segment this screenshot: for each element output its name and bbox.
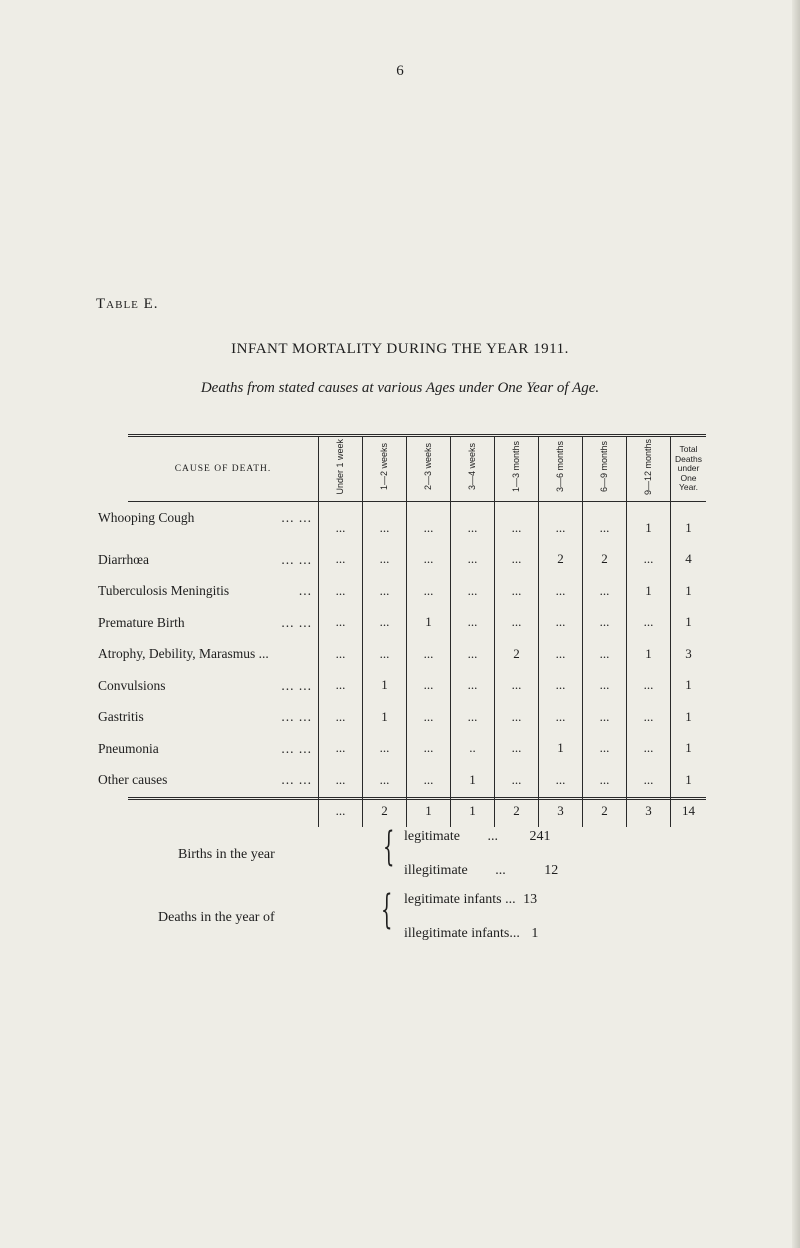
cause-header: CAUSE OF DEATH. — [128, 437, 319, 502]
age-value-cell: ... — [539, 670, 583, 702]
cause-label: Atrophy, Debility, Marasmus ... — [98, 646, 269, 661]
age-header-label: 9—12 months — [643, 438, 653, 496]
age-value-cell: ... — [319, 575, 363, 607]
cause-leader-dots: ... ... — [281, 709, 312, 724]
births-illegitimate-value: 12 — [544, 863, 559, 878]
totals-blank-cell — [128, 796, 319, 828]
row-total-cell: 1 — [671, 607, 707, 639]
age-value-cell: ... — [319, 701, 363, 733]
table-row — [128, 575, 706, 607]
age-value-cell: 1 — [363, 701, 407, 733]
births-brace: { — [382, 824, 395, 870]
page-edge — [792, 0, 800, 1248]
age-value-cell: ... — [583, 638, 627, 670]
row-total-cell: 1 — [671, 502, 707, 544]
cause-cell — [98, 701, 319, 733]
age-value-cell: ... — [627, 701, 671, 733]
totals-row — [128, 796, 706, 828]
grand-total-cell: 14 — [671, 796, 707, 828]
age-value-cell: ... — [495, 502, 539, 544]
deaths-illegitimate-value: 1 — [531, 926, 539, 941]
page-number: 6 — [396, 63, 404, 79]
table-row — [128, 670, 706, 702]
age-value-cell: ... — [319, 638, 363, 670]
cause-cell — [98, 575, 319, 607]
deaths-label: Deaths in the year of — [158, 910, 275, 925]
age-value-cell: ... — [407, 701, 451, 733]
age-value-cell: ... — [583, 733, 627, 765]
cause-leader-dots: ... — [298, 583, 312, 598]
age-value-cell: 2 — [583, 544, 627, 576]
age-value-cell: ... — [495, 733, 539, 765]
age-value-cell: ... — [451, 607, 495, 639]
births-legitimate-label: legitimate — [404, 829, 460, 844]
age-value-cell: ... — [363, 733, 407, 765]
births-illegitimate — [404, 863, 558, 879]
age-value-cell: 2 — [495, 638, 539, 670]
age-value-cell: ... — [627, 544, 671, 576]
column-total-cell: 2 — [583, 796, 627, 828]
total-header-line: Deaths — [675, 453, 702, 464]
deaths-illegitimate-label: illegitimate infants... — [404, 926, 520, 941]
column-total-cell: 3 — [539, 796, 583, 828]
row-total-cell: 4 — [671, 544, 707, 576]
cause-cell — [98, 607, 319, 639]
births-legitimate-value: 241 — [529, 829, 551, 844]
births-illegitimate-dots: ... — [495, 863, 506, 878]
age-value-cell: ... — [319, 764, 363, 796]
table-row — [128, 638, 706, 670]
row-total-cell: 1 — [671, 764, 707, 796]
row-total-cell: 1 — [671, 670, 707, 702]
deaths-illegitimate — [404, 926, 538, 942]
age-header — [319, 437, 363, 502]
cause-leader-dots: ... ... — [281, 677, 312, 693]
table-label: Table E. — [96, 296, 159, 312]
age-value-cell: 1 — [539, 733, 583, 765]
age-value-cell: ... — [495, 544, 539, 576]
age-value-cell: ... — [451, 670, 495, 702]
age-value-cell: ... — [407, 670, 451, 702]
age-value-cell: ... — [319, 607, 363, 639]
age-header-label: 3—4 weeks — [467, 443, 477, 491]
age-value-cell: .. — [451, 733, 495, 765]
age-header-label: 2—3 weeks — [423, 443, 433, 491]
age-header — [495, 437, 539, 502]
age-value-cell: ... — [363, 638, 407, 670]
age-value-cell: ... — [407, 575, 451, 607]
age-value-cell: ... — [407, 638, 451, 670]
age-value-cell: ... — [495, 764, 539, 796]
cause-label: Other causes — [98, 772, 168, 787]
cause-label: Convulsions — [98, 677, 166, 693]
cause-leader-dots: ... ... — [281, 551, 312, 567]
age-value-cell: ... — [627, 764, 671, 796]
table-row — [128, 544, 706, 576]
column-total-cell: 1 — [407, 796, 451, 828]
age-value-cell: 1 — [363, 670, 407, 702]
age-header-label: 3—6 months — [555, 441, 565, 493]
cause-cell — [98, 733, 319, 765]
age-value-cell: ... — [407, 733, 451, 765]
age-value-cell: ... — [627, 607, 671, 639]
total-header — [671, 437, 707, 502]
age-value-cell: ... — [451, 544, 495, 576]
cause-label: Premature Birth — [98, 614, 185, 630]
cause-label: Pneumonia — [98, 740, 159, 756]
table-body — [98, 502, 706, 828]
births-legitimate — [404, 829, 550, 845]
age-header-label: Under 1 week — [335, 439, 345, 495]
age-header — [407, 437, 451, 502]
cause-label: Diarrhœa — [98, 551, 149, 567]
row-total-cell: 1 — [671, 701, 707, 733]
deaths-brace: { — [380, 887, 393, 933]
table-row — [128, 502, 706, 544]
age-header-label: 1—3 months — [511, 441, 521, 493]
age-header-label: 1—2 weeks — [379, 443, 389, 491]
age-value-cell: ... — [451, 502, 495, 544]
births-illegitimate-label: illegitimate — [404, 863, 468, 878]
deaths-legitimate-label: legitimate infants ... — [404, 892, 516, 907]
total-header-line: Total — [679, 444, 698, 455]
age-value-cell: ... — [495, 670, 539, 702]
table-row — [128, 701, 706, 733]
cause-cell — [98, 670, 319, 702]
age-value-cell: ... — [451, 638, 495, 670]
age-value-cell: ... — [539, 701, 583, 733]
age-header — [539, 437, 583, 502]
age-value-cell: ... — [539, 638, 583, 670]
age-value-cell: ... — [407, 764, 451, 796]
age-value-cell: ... — [407, 502, 451, 544]
column-total-cell: 2 — [495, 796, 539, 828]
cause-cell — [98, 502, 319, 544]
age-value-cell: ... — [583, 670, 627, 702]
total-header-line: Year. — [678, 482, 699, 493]
age-value-cell: ... — [319, 670, 363, 702]
column-total-cell: ... — [319, 796, 363, 828]
age-value-cell: ... — [407, 544, 451, 576]
age-value-cell: 1 — [627, 638, 671, 670]
page-subtitle: Deaths from stated causes at various Ages under One Year of Age. — [200, 380, 600, 396]
mortality-table-frame — [98, 434, 706, 819]
age-value-cell: 1 — [407, 607, 451, 639]
births-legitimate-dots: ... — [487, 829, 498, 844]
table-row — [128, 764, 706, 796]
age-value-cell: ... — [627, 670, 671, 702]
age-value-cell: ... — [583, 575, 627, 607]
deaths-legitimate — [404, 892, 537, 908]
column-total-cell: 3 — [627, 796, 671, 828]
cause-cell — [98, 544, 319, 576]
age-value-cell: ... — [539, 607, 583, 639]
table-row — [128, 607, 706, 639]
row-total-cell: 1 — [671, 733, 707, 765]
age-value-cell: ... — [363, 607, 407, 639]
age-value-cell: ... — [319, 733, 363, 765]
age-value-cell: ... — [319, 544, 363, 576]
cause-leader-dots: ... ... — [281, 740, 312, 756]
age-value-cell: 2 — [539, 544, 583, 576]
age-value-cell: ... — [539, 502, 583, 544]
age-value-cell: ... — [627, 733, 671, 765]
age-value-cell: ... — [363, 575, 407, 607]
cause-leader-dots: ... ... — [281, 510, 312, 525]
age-value-cell: ... — [539, 764, 583, 796]
age-value-cell: 1 — [627, 502, 671, 544]
cause-cell — [98, 638, 319, 670]
age-header — [451, 437, 495, 502]
births-label: Births in the year — [178, 847, 275, 862]
row-total-cell: 3 — [671, 638, 707, 670]
age-value-cell: ... — [583, 607, 627, 639]
age-value-cell: ... — [495, 575, 539, 607]
age-value-cell: ... — [451, 701, 495, 733]
cause-leader-dots: ... ... — [281, 772, 312, 787]
table-header-row — [128, 437, 706, 502]
total-header-line: under — [677, 463, 700, 474]
cause-label: Gastritis — [98, 709, 144, 724]
page-title: INFANT MORTALITY DURING THE YEAR 1911. — [231, 341, 569, 357]
column-total-cell: 2 — [363, 796, 407, 828]
cause-label: Tuberculosis Meningitis — [98, 583, 230, 598]
age-value-cell: ... — [319, 502, 363, 544]
deaths-legitimate-value: 13 — [523, 892, 538, 907]
age-header-label: 6—9 months — [599, 441, 609, 493]
age-value-cell: ... — [539, 575, 583, 607]
mortality-table — [98, 437, 706, 827]
cause-leader-dots: ... ... — [281, 614, 312, 630]
age-value-cell: ... — [363, 764, 407, 796]
total-header-line: One — [680, 472, 697, 483]
age-value-cell: 1 — [627, 575, 671, 607]
age-value-cell: ... — [583, 502, 627, 544]
column-total-cell: 1 — [451, 796, 495, 828]
age-header — [363, 437, 407, 502]
age-value-cell: 1 — [451, 764, 495, 796]
row-total-cell: 1 — [671, 575, 707, 607]
age-value-cell: ... — [363, 544, 407, 576]
table-row — [128, 733, 706, 765]
cause-label: Whooping Cough — [98, 510, 195, 525]
age-value-cell: ... — [583, 701, 627, 733]
age-value-cell: ... — [451, 575, 495, 607]
age-value-cell: ... — [495, 701, 539, 733]
cause-cell — [98, 764, 319, 796]
age-value-cell: ... — [583, 764, 627, 796]
age-value-cell: ... — [363, 502, 407, 544]
age-header — [583, 437, 627, 502]
age-value-cell: ... — [495, 607, 539, 639]
age-header — [627, 437, 671, 502]
